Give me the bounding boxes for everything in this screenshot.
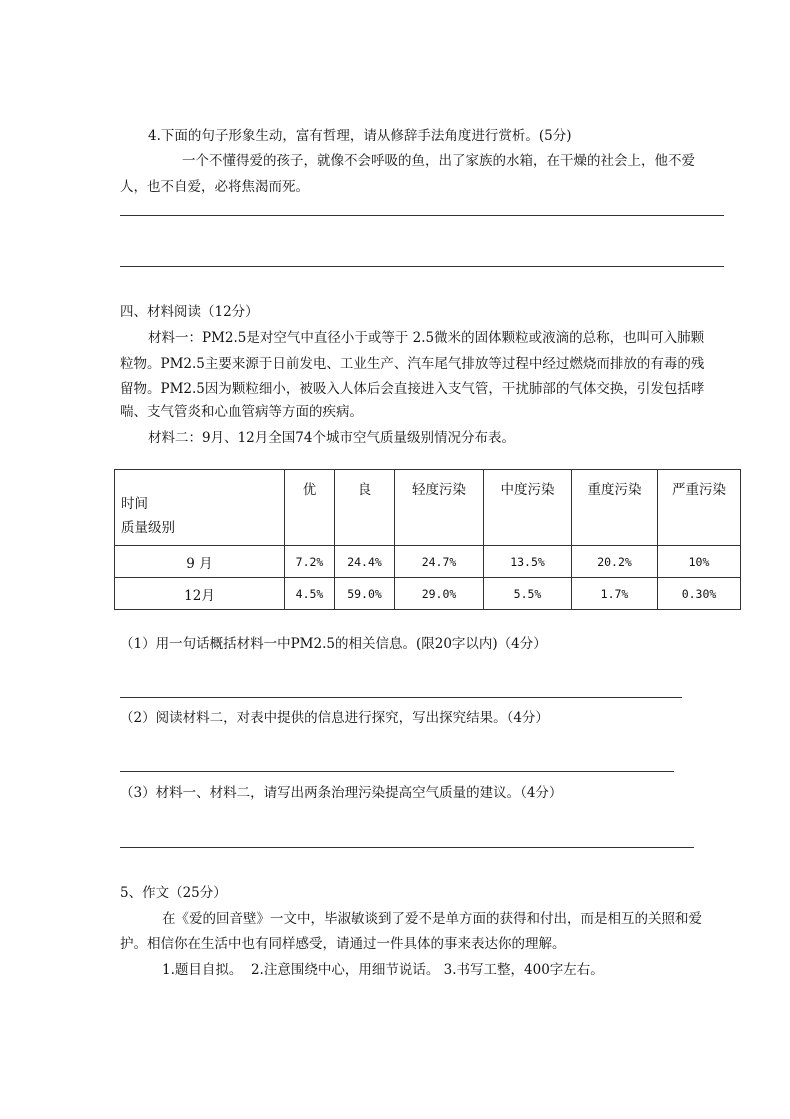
- material1-line1: 材料一：PM2.5是对空气中直径小于或等于 2.5微米的固体颗粒或液滴的总称，也叫可入肺颗: [148, 330, 705, 346]
- table-cell: 13.5%: [484, 546, 572, 578]
- table-header-row: [115, 470, 741, 546]
- table-cell: 4.5%: [285, 578, 335, 610]
- header-cell: 中度污染: [484, 470, 572, 546]
- table-cell: 59.0%: [335, 578, 395, 610]
- question-3: （3）材料一、材料二，请写出两条治理污染提高空气质量的建议。（4分）: [120, 785, 563, 801]
- table-cell: 0.30%: [658, 578, 741, 610]
- table-cell: 10%: [658, 546, 741, 578]
- table-row: [115, 546, 741, 578]
- q4-quote-line2: 人，也不自爱，必将焦渴而死。: [120, 179, 309, 195]
- table-cell: 20.2%: [572, 546, 658, 578]
- table-cell: 7.2%: [285, 546, 335, 578]
- corner-label-quality: 质量级别: [121, 520, 175, 536]
- header-cell: 严重污染: [658, 470, 741, 546]
- q4-quote-line1: 一个不懂得爱的孩子，就像不会呼吸的鱼，出了家族的水箱，在干燥的社会上，他不爱: [182, 153, 695, 169]
- answer-line-q3: [120, 847, 694, 848]
- question-1: （1）用一句话概括材料一中PM2.5的相关信息。(限20字以内)（4分）: [120, 636, 547, 652]
- q4-prompt: 4.下面的句子形象生动，富有哲理，请从修辞手法角度进行赏析。(5分): [148, 128, 572, 144]
- answer-line-q4-1: [120, 215, 724, 216]
- row-label: 12月: [115, 578, 285, 610]
- material1-line4: 喘、支气管炎和心血管病等方面的疾病。: [120, 404, 363, 420]
- table-cell: 5.5%: [484, 578, 572, 610]
- header-cell: 良: [335, 470, 395, 546]
- essay-prompt-line1: 在《爱的回音壁》一文中，毕淑敏谈到了爱不是单方面的获得和付出，而是相互的关照和爱: [162, 911, 702, 927]
- question-2: （2）阅读材料二，对表中提供的信息进行探究，写出探究结果。（4分）: [120, 710, 549, 726]
- corner-label-time: 时间: [121, 496, 148, 512]
- header-cell: 优: [285, 470, 335, 546]
- table-cell: 24.4%: [335, 546, 395, 578]
- air-quality-table: [114, 469, 741, 610]
- answer-line-q2: [120, 771, 674, 772]
- table-cell: 24.7%: [395, 546, 484, 578]
- material1-line2: 粒物。PM2.5主要来源于日前发电、工业生产、汽车尾气排放等过程中经过燃烧而排放的有毒的残: [120, 356, 705, 372]
- essay-prompt-line2: 护。相信你在生活中也有同样感受，请通过一件具体的事来表达你的理解。: [120, 936, 566, 952]
- essay-requirements: 1.题目自拟。 2.注意围绕中心，用细节说话。 3.书写工整，400字左右。: [162, 962, 604, 978]
- material2-text: 材料二：9月、12月全国74个城市空气质量级别情况分布表。: [148, 430, 515, 446]
- header-cell: 轻度污染: [395, 470, 484, 546]
- table-row: [115, 578, 741, 610]
- header-cell: 重度污染: [572, 470, 658, 546]
- row-label: 9 月: [115, 546, 285, 578]
- section4-heading: 四、材料阅读（12分）: [120, 304, 259, 320]
- answer-line-q1: [120, 697, 682, 698]
- material1-line3: 留物。PM2.5因为颗粒细小，被吸入人体后会直接进入支气管，干扰肺部的气体交换，引发包括哮: [120, 381, 705, 397]
- section5-heading: 5、作文（25分）: [120, 885, 227, 901]
- table-cell: 1.7%: [572, 578, 658, 610]
- answer-line-q4-2: [120, 266, 724, 267]
- table-corner-cell: [115, 470, 285, 546]
- table-cell: 29.0%: [395, 578, 484, 610]
